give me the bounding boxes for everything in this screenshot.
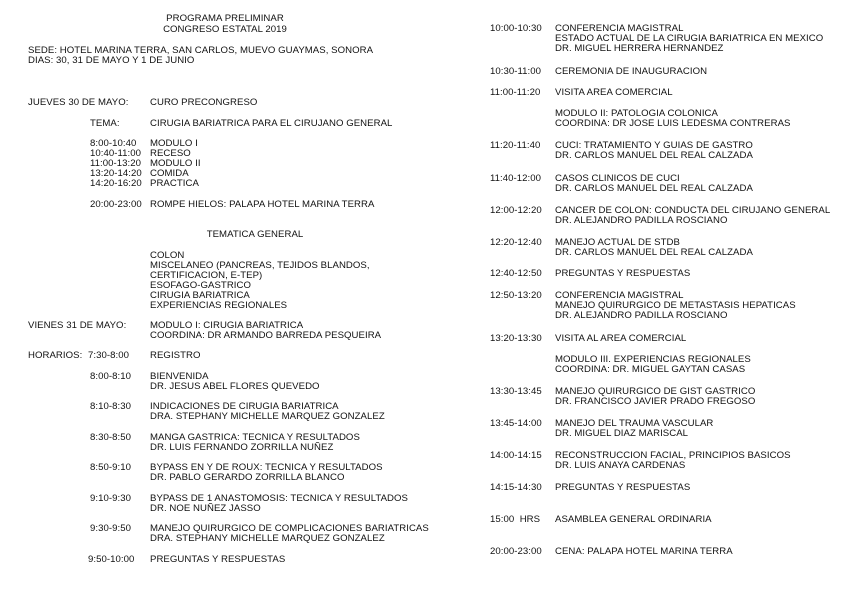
program-title: PROGRAMA PRELIMINAR bbox=[166, 13, 284, 24]
session-title: BYPASS EN Y DE ROUX: TECNICA Y RESULTADOS bbox=[150, 462, 383, 473]
right-time: 10:00-10:30 bbox=[490, 23, 542, 34]
evening-item: ROMPE HIELOS: PALAPA HOTEL MARINA TERRA bbox=[150, 199, 375, 210]
right-speaker: DR. CARLOS MANUEL DEL REAL CALZADA bbox=[555, 247, 753, 258]
right-title: CEREMONIA DE INAUGURACION bbox=[555, 66, 708, 77]
session-speaker: DR. LUIS FERNANDO ZORRILLA NUÑEZ bbox=[150, 442, 334, 453]
session-time: 8:50-9:10 bbox=[90, 462, 131, 473]
schedule-time: 14:20-16:20 bbox=[90, 178, 142, 189]
right-time: 13:45-14:00 bbox=[490, 418, 542, 429]
right-title: PREGUNTAS Y RESPUESTAS bbox=[555, 482, 691, 493]
right-time: 11:20-11:40 bbox=[490, 140, 541, 151]
session-time: 7:30-8:00 bbox=[88, 350, 129, 361]
schedule-item: MODULO I bbox=[150, 138, 198, 149]
schedule-item: PRACTICA bbox=[150, 178, 199, 189]
right-speaker: DR. ALEJANDRO PADILLA ROSCIANO bbox=[555, 310, 728, 321]
module-title: MODULO II: PATOLOGIA COLONICA bbox=[555, 108, 718, 119]
session-time: 8:30-8:50 bbox=[90, 432, 131, 443]
right-title: MANEJO ACTUAL DE STDB bbox=[555, 237, 680, 248]
venue-line: SEDE: HOTEL MARINA TERRA, SAN CARLOS, MUEVO GUAYMAS, SONORA bbox=[28, 45, 374, 56]
tematica-heading: TEMATICA GENERAL bbox=[206, 229, 304, 240]
schedule-time: 11:00-13:20 bbox=[90, 158, 142, 169]
schedule-item: MODULO II bbox=[150, 158, 201, 169]
right-speaker: DR. ALEJANDRO PADILLA ROSCIANO bbox=[555, 215, 728, 226]
session-title: BYPASS DE 1 ANASTOMOSIS: TECNICA Y RESULTADOS bbox=[150, 493, 408, 504]
right-time: 20:00-23:00 bbox=[490, 546, 542, 557]
schedule-time: 10:40-11:00 bbox=[90, 148, 142, 159]
right-time: 12:40-12:50 bbox=[490, 268, 542, 279]
friday-label: VIENES 31 DE MAYO: bbox=[28, 320, 127, 331]
right-time: 14:00-14:15 bbox=[490, 450, 542, 461]
module-coordinator: COORDINA: DR JOSE LUIS LEDESMA CONTRERAS bbox=[555, 118, 791, 129]
right-time: 12:50-13:20 bbox=[490, 290, 542, 301]
module-title: MODULO III. EXPERIENCIAS REGIONALES bbox=[555, 354, 751, 365]
horarios-label: HORARIOS: bbox=[28, 350, 83, 361]
session-title: MANEJO QUIRURGICO DE COMPLICACIONES BARIATRICAS bbox=[150, 523, 429, 534]
tematica-item: MISCELANEO (PANCREAS, TEJIDOS BLANDOS, bbox=[150, 260, 370, 271]
session-title: MANGA GASTRICA: TECNICA Y RESULTADOS bbox=[150, 432, 360, 443]
program-subtitle: CONGRESO ESTATAL 2019 bbox=[163, 24, 287, 35]
session-speaker: DRA. STEPHANY MICHELLE MARQUEZ GONZALEZ bbox=[150, 533, 385, 544]
right-title: CONFERENCIA MAGISTRAL bbox=[555, 290, 684, 301]
right-time: 12:20-12:40 bbox=[490, 237, 542, 248]
tematica-item: CERTIFICACION, E-TEP) bbox=[150, 270, 263, 281]
friday-coordinator: COORDINA: DR ARMANDO BARREDA PESQUEIRA bbox=[150, 330, 382, 341]
session-time: 9:30-9:50 bbox=[90, 523, 131, 534]
right-time: 13:30-13:45 bbox=[490, 386, 542, 397]
right-title: MANEJO DEL TRAUMA VASCULAR bbox=[555, 418, 714, 429]
session-time: 9:50-10:00 bbox=[88, 554, 135, 565]
right-title: MANEJO QUIRURGICO DE GIST GASTRICO bbox=[555, 386, 756, 397]
session-title: REGISTRO bbox=[150, 350, 201, 361]
session-speaker: DR. NOE NUÑEZ JASSO bbox=[150, 503, 261, 514]
right-speaker: DR. CARLOS MANUEL DEL REAL CALZADA bbox=[555, 183, 753, 194]
dates-line: DIAS: 30, 31 DE MAYO Y 1 DE JUNIO bbox=[28, 55, 195, 66]
right-title: CENA: PALAPA HOTEL MARINA TERRA bbox=[555, 546, 733, 557]
right-title: RECONSTRUCCION FACIAL, PRINCIPIOS BASICOS bbox=[555, 450, 791, 461]
right-title: CONFERENCIA MAGISTRAL bbox=[555, 23, 684, 34]
thursday-label: JUEVES 30 DE MAYO: bbox=[28, 97, 129, 108]
tematica-item: EXPERIENCIAS REGIONALES bbox=[150, 300, 288, 311]
right-speaker: DR. MIGUEL DIAZ MARISCAL bbox=[555, 428, 689, 439]
session-time: 8:00-8:10 bbox=[90, 371, 131, 382]
tema-value: CIRUGIA BARIATRICA PARA EL CIRUJANO GENERAL bbox=[150, 118, 393, 129]
right-time: 11:00-11:20 bbox=[490, 87, 541, 98]
schedule-item: COMIDA bbox=[150, 168, 189, 179]
right-title: CANCER DE COLON: CONDUCTA DEL CIRUJANO GENERAL bbox=[555, 205, 831, 216]
friday-module: MODULO I: CIRUGIA BARIATRICA bbox=[150, 320, 304, 331]
right-time: 12:00-12:20 bbox=[490, 205, 542, 216]
schedule-item: RECESO bbox=[150, 148, 191, 159]
right-title: VISITA AREA COMERCIAL bbox=[555, 87, 673, 98]
right-time: 11:40-12:00 bbox=[490, 173, 542, 184]
right-time: 15:00 HRS bbox=[490, 514, 541, 525]
tematica-item: COLON bbox=[150, 250, 185, 261]
right-title: PREGUNTAS Y RESPUESTAS bbox=[555, 268, 691, 279]
tema-label: TEMA: bbox=[90, 118, 120, 129]
session-speaker: DRA. STEPHANY MICHELLE MARQUEZ GONZALEZ bbox=[150, 411, 385, 422]
schedule-time: 8:00-10:40 bbox=[90, 138, 137, 149]
schedule-time: 13:20-14:20 bbox=[90, 168, 142, 179]
tematica-item: ESOFAGO-GASTRICO bbox=[150, 280, 252, 291]
session-speaker: DR. PABLO GERARDO ZORRILLA BLANCO bbox=[150, 472, 345, 483]
right-time: 14:15-14:30 bbox=[490, 482, 542, 493]
module-coordinator: COORDINA: DR. MIGUEL GAYTAN CASAS bbox=[555, 364, 746, 375]
session-time: 8:10-8:30 bbox=[90, 401, 131, 412]
right-speaker: DR. LUIS ANAYA CARDENAS bbox=[555, 460, 686, 471]
session-title: PREGUNTAS Y RESPUESTAS bbox=[150, 554, 286, 565]
right-title: CASOS CLINICOS DE CUCI bbox=[555, 173, 680, 184]
session-speaker: DR. JESUS ABEL FLORES QUEVEDO bbox=[150, 381, 320, 392]
right-time: 13:20-13:30 bbox=[490, 333, 542, 344]
right-title: VISITA AL AREA COMERCIAL bbox=[555, 333, 687, 344]
tematica-item: CIRUGIA BARIATRICA bbox=[150, 290, 250, 301]
right-speaker: DR. FRANCISCO JAVIER PRADO FREGOSO bbox=[555, 396, 756, 407]
thursday-course: CURO PRECONGRESO bbox=[150, 97, 258, 108]
right-speaker: DR. CARLOS MANUEL DEL REAL CALZADA bbox=[555, 150, 753, 161]
evening-time: 20:00-23:00 bbox=[90, 199, 142, 210]
right-speaker: DR. MIGUEL HERRERA HERNANDEZ bbox=[555, 43, 724, 54]
session-time: 9:10-9:30 bbox=[90, 493, 131, 504]
right-title: CUCI: TRATAMIENTO Y GUIAS DE GASTRO bbox=[555, 140, 753, 151]
right-time: 10:30-11:00 bbox=[490, 66, 542, 77]
session-title: INDICACIONES DE CIRUGIA BARIATRICA bbox=[150, 401, 339, 412]
right-title: ASAMBLEA GENERAL ORDINARIA bbox=[555, 514, 712, 525]
session-title: BIENVENIDA bbox=[150, 371, 209, 382]
right-title: ESTADO ACTUAL DE LA CIRUGIA BARIATRICA EN MEXICO bbox=[555, 33, 824, 44]
right-title: MANEJO QUIRURGICO DE METASTASIS HEPATICAS bbox=[555, 300, 796, 311]
